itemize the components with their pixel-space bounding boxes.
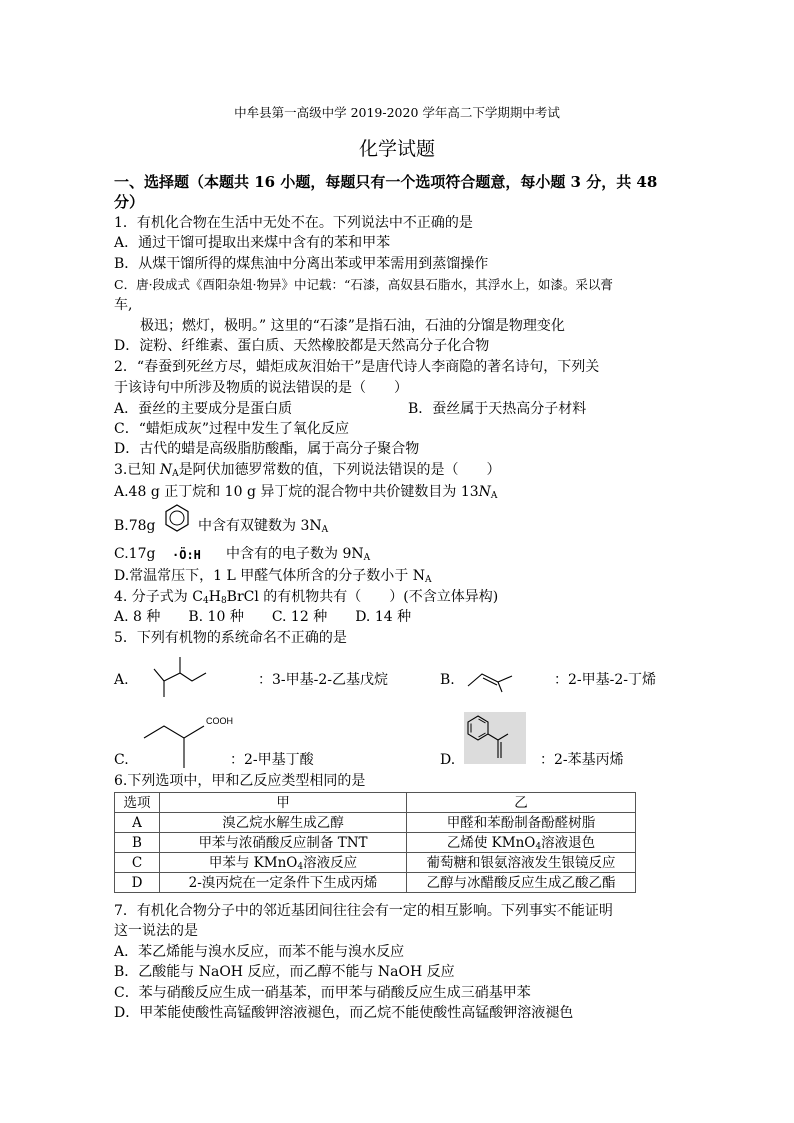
q1-option-d: D．淀粉、纤维素、蛋白质、天然橡胶都是天然高分子化合物 [114, 338, 490, 354]
section-heading: 一、选择题（本题共 16 小题，每题只有一个选项符合题意，每小题 3 分，共 48 [114, 173, 658, 191]
q5-d-label: D. [440, 752, 456, 768]
header-cell: 乙 [407, 793, 636, 813]
yi-cell [407, 833, 636, 853]
q3-a-sub: A [490, 491, 498, 501]
page-title: 化学试题 [358, 138, 435, 160]
q5-d-name: ：2-苯基丙烯 [540, 752, 624, 768]
exam-header: 中牟县第一高级中学 2019-2020 学年高二下学期期中考试 [234, 105, 560, 120]
yi-b: 溶液退色 [541, 834, 596, 851]
jia-sub: 4 [297, 861, 304, 872]
table-row [115, 873, 636, 893]
jia-cell [160, 853, 407, 873]
q3-a-na: N [478, 484, 491, 500]
table-row [115, 833, 636, 853]
q5-b-name: ：2-甲基-2-丁烯 [554, 672, 657, 688]
q4-stem [114, 587, 498, 607]
yi-a: 乙烯使 KMnO [446, 834, 536, 851]
q4-stem-c: BrCl 的有机物共有（ ）(不含立体异构) [226, 589, 499, 605]
q3-c-post: 中含有的电子数为 9N [226, 546, 364, 562]
q4-options: A. 8 种 B. 10 种 C. 12 种 D. 14 种 [114, 609, 412, 625]
jia-cell: 甲苯与浓硝酸反应制备 TNT [160, 833, 407, 853]
q3-b-sub: A [321, 525, 329, 535]
q2-option-b: B．蚕丝属于天热高分子材料 [408, 401, 587, 417]
q1-stem: 1．有机化合物在生活中无处不在。下列说法中不正确的是 [114, 215, 473, 231]
jia-b: 溶液反应 [303, 854, 358, 871]
q2-option-c: C．“蜡炬成灰”过程中发生了氧化反应 [114, 421, 350, 437]
q5-a-label: A. [114, 672, 129, 688]
q7-option-d: D．甲苯能使酸性高锰酸钾溶液褪色，而乙烷不能使酸性高锰酸钾溶液褪色 [114, 1005, 574, 1021]
benzene-structure [162, 503, 192, 533]
jia-cell: 溴乙烷水解生成乙醇 [160, 813, 407, 833]
jia-a: 甲苯与 KMnO [208, 854, 298, 871]
q2-stem-cont: 于该诗句中所涉及物质的说法错误的是（ ） [114, 380, 408, 396]
q7-stem-cont: 这一说法的是 [114, 923, 198, 939]
structure-b [466, 668, 526, 694]
hydroxyl-formula: ·Ö:H [172, 548, 201, 562]
q5-c-name: ：2-甲基丁酸 [230, 752, 314, 768]
q6-stem: 6.下列选项中，甲和乙反应类型相同的是 [114, 773, 366, 789]
q6-table [114, 792, 636, 893]
option-cell: A [115, 813, 160, 833]
q4-sub2: 8 [220, 596, 227, 606]
structure-d [464, 712, 526, 764]
q5-b-label: B. [440, 672, 455, 688]
q7-option-a: A．苯乙烯能与溴水反应，而苯不能与溴水反应 [114, 944, 405, 960]
q3-option-b-label: B.78g [114, 518, 156, 534]
q3-option-c [226, 544, 370, 564]
yi-cell: 葡萄糖和银氨溶液发生银镜反应 [407, 853, 636, 873]
q7-stem: 7．有机化合物分子中的邻近基团间往往会有一定的相互影响。下列事实不能证明 [114, 903, 613, 919]
q1-option-a: A．通过干馏可提取出来煤中含有的苯和甲苯 [114, 235, 391, 251]
q1-option-c: C．唐·段成式《酉阳杂俎·物异》中记载：“石漆，高奴县石脂水，其浮水上，如漆。采以膏 [114, 277, 613, 292]
q2-option-d: D．古代的蜡是高级脂肪酸酯，属于高分子聚合物 [114, 441, 420, 457]
q4-stem-b: H [208, 589, 221, 605]
option-cell: C [115, 853, 160, 873]
yi-cell: 甲醛和苯酚制备酚醛树脂 [407, 813, 636, 833]
q7-option-c: C．苯与硝酸反应生成一硝基苯，而甲苯与硝酸反应生成三硝基甲苯 [114, 985, 531, 1001]
table-header-row [115, 793, 636, 813]
q3-a-text: A.48 g 正丁烷和 10 g 异丁烷的混合物中共价键数目为 13 [114, 484, 479, 500]
q3-c-sub: A [363, 553, 371, 563]
jia-cell: 2-溴丙烷在一定条件下生成丙烯 [160, 873, 407, 893]
q1-option-b: B．从煤干馏所得的煤焦油中分离出苯或甲苯需用到蒸馏操作 [114, 256, 489, 272]
q5-stem: 5．下列有机物的系统命名不正确的是 [114, 630, 347, 646]
header-cell: 选项 [115, 793, 160, 813]
q3-stem-sub: A [172, 469, 179, 479]
structure-a [152, 655, 222, 705]
q5-c-label: C. [114, 752, 129, 768]
q3-stem-na: N [159, 462, 173, 478]
q2-stem: 2．“春蚕到死丝方尽，蜡炬成灰泪始干”是唐代诗人李商隐的著名诗句，下列关 [114, 359, 600, 375]
q3-option-a [114, 482, 497, 502]
header-cell: 甲 [160, 793, 407, 813]
section-heading-cont: 分） [114, 193, 145, 211]
q2-option-a: A．蚕丝的主要成分是蛋白质 [114, 401, 293, 417]
option-cell: D [115, 873, 160, 893]
q4-stem-a: 4. 分子式为 C [114, 589, 203, 605]
q1-option-c-cont: 车, [114, 297, 133, 313]
q3-b-post: 中含有双键数为 3N [198, 518, 322, 534]
q3-d-sub: A [424, 575, 432, 585]
q4-sub1: 4 [202, 596, 209, 606]
cooh-label: COOH [206, 716, 233, 726]
q3-option-d [114, 566, 431, 586]
q7-option-b: B．乙酸能与 NaOH 反应，而乙醇不能与 NaOH 反应 [114, 964, 455, 980]
q3-option-c-label: C.17g [114, 546, 156, 562]
q3-d-text: D.常温常压下，1 L 甲醛气体所含的分子数小于 N [114, 568, 425, 584]
table-row [115, 853, 636, 873]
q5-a-name: ：3-甲基-2-乙基戊烷 [258, 672, 389, 688]
yi-cell: 乙醇与冰醋酸反应生成乙酸乙酯 [407, 873, 636, 893]
q3-stem [114, 460, 501, 480]
q3-stem-a: 3.已知 [114, 462, 160, 478]
q3-option-b [198, 516, 328, 536]
q3-stem-b: 是阿伏加德罗常数的值，下列说法错误的是（ ） [178, 462, 501, 478]
option-cell: B [115, 833, 160, 853]
table-row [115, 813, 636, 833]
q1-option-c-cont2: 极迅；燃灯，极明。” 这里的“石漆”是指石油，石油的分馏是物理变化 [140, 318, 565, 334]
yi-sub: 4 [535, 841, 542, 852]
